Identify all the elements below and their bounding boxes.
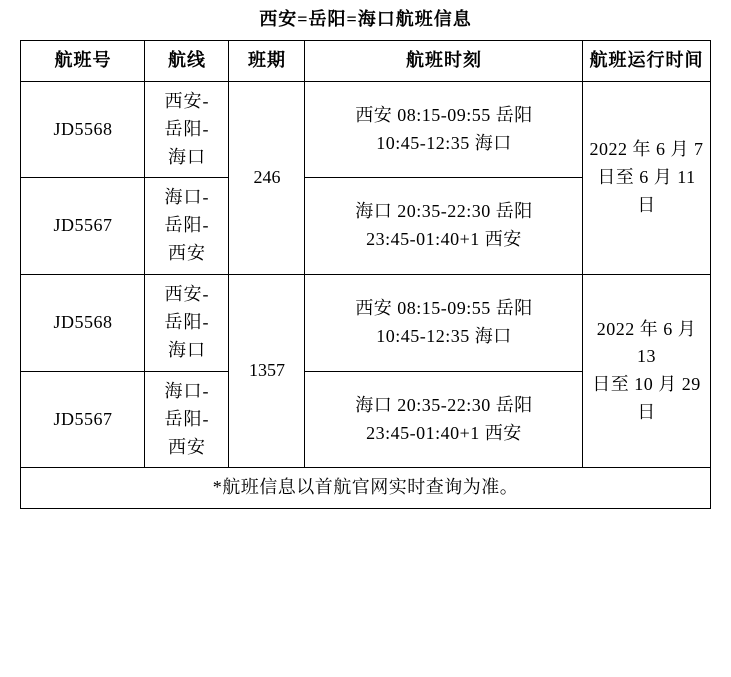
date-line: 日 xyxy=(637,402,656,423)
cell-schedule xyxy=(305,178,583,275)
date-line: 2022 年 6 月 7 xyxy=(589,139,704,160)
flight-info-table xyxy=(20,0,710,509)
table-row xyxy=(21,81,710,178)
route-line: 西安- xyxy=(164,90,210,111)
cell-flight-no: JD5568 xyxy=(21,81,145,178)
cell-schedule xyxy=(305,81,583,178)
route-line: 西安 xyxy=(167,436,206,457)
cell-route xyxy=(145,275,229,372)
route-line: 西安- xyxy=(164,284,210,305)
cell-route xyxy=(145,371,229,468)
date-line: 日至 10 月 29 xyxy=(592,374,701,395)
route-line: 岳阳- xyxy=(164,118,210,139)
schedule-line: 10:45-12:35 海口 xyxy=(376,132,512,153)
date-line: 2022 年 6 月 13 xyxy=(596,318,697,367)
route-line: 西安 xyxy=(167,243,206,264)
cell-schedule xyxy=(305,371,583,468)
cell-period: 246 xyxy=(229,81,305,274)
cell-period: 1357 xyxy=(229,275,305,468)
table-footnote-row xyxy=(21,468,710,509)
route-line: 岳阳- xyxy=(164,215,210,236)
route-line: 岳阳- xyxy=(164,408,210,429)
column-header-route: 航线 xyxy=(145,40,229,81)
schedule-line: 海口 20:35-22:30 岳阳 xyxy=(355,201,533,222)
column-header-period: 班期 xyxy=(229,40,305,81)
cell-flight-no: JD5567 xyxy=(21,371,145,468)
column-header-schedule: 航班时刻 xyxy=(305,40,583,81)
schedule-line: 10:45-12:35 海口 xyxy=(376,325,512,346)
schedule-line: 海口 20:35-22:30 岳阳 xyxy=(355,394,533,415)
route-line: 岳阳- xyxy=(164,312,210,333)
footnote: *航班信息以首航官网实时查询为准。 xyxy=(21,468,710,509)
route-line: 海口 xyxy=(167,339,206,360)
route-line: 海口- xyxy=(164,380,210,401)
cell-flight-no: JD5568 xyxy=(21,275,145,372)
cell-operating-dates xyxy=(583,81,710,274)
schedule-line: 西安 08:15-09:55 岳阳 xyxy=(355,298,533,319)
cell-schedule xyxy=(305,275,583,372)
column-header-flight-no: 航班号 xyxy=(21,40,145,81)
route-line: 海口 xyxy=(167,146,206,167)
date-line: 日至 6 月 11 日 xyxy=(597,167,696,215)
schedule-line: 23:45-01:40+1 西安 xyxy=(366,229,522,250)
cell-route xyxy=(145,178,229,275)
table-row xyxy=(21,275,710,372)
page-title: 西安=岳阳=海口航班信息 xyxy=(21,0,710,40)
cell-operating-dates xyxy=(583,275,710,468)
column-header-operating-dates: 航班运行时间 xyxy=(583,40,710,81)
route-line: 海口- xyxy=(164,187,210,208)
cell-flight-no: JD5567 xyxy=(21,178,145,275)
schedule-line: 23:45-01:40+1 西安 xyxy=(366,422,522,443)
table-header-row xyxy=(21,40,710,81)
schedule-line: 西安 08:15-09:55 岳阳 xyxy=(355,104,533,125)
cell-route xyxy=(145,81,229,178)
table-title-row xyxy=(21,0,710,40)
